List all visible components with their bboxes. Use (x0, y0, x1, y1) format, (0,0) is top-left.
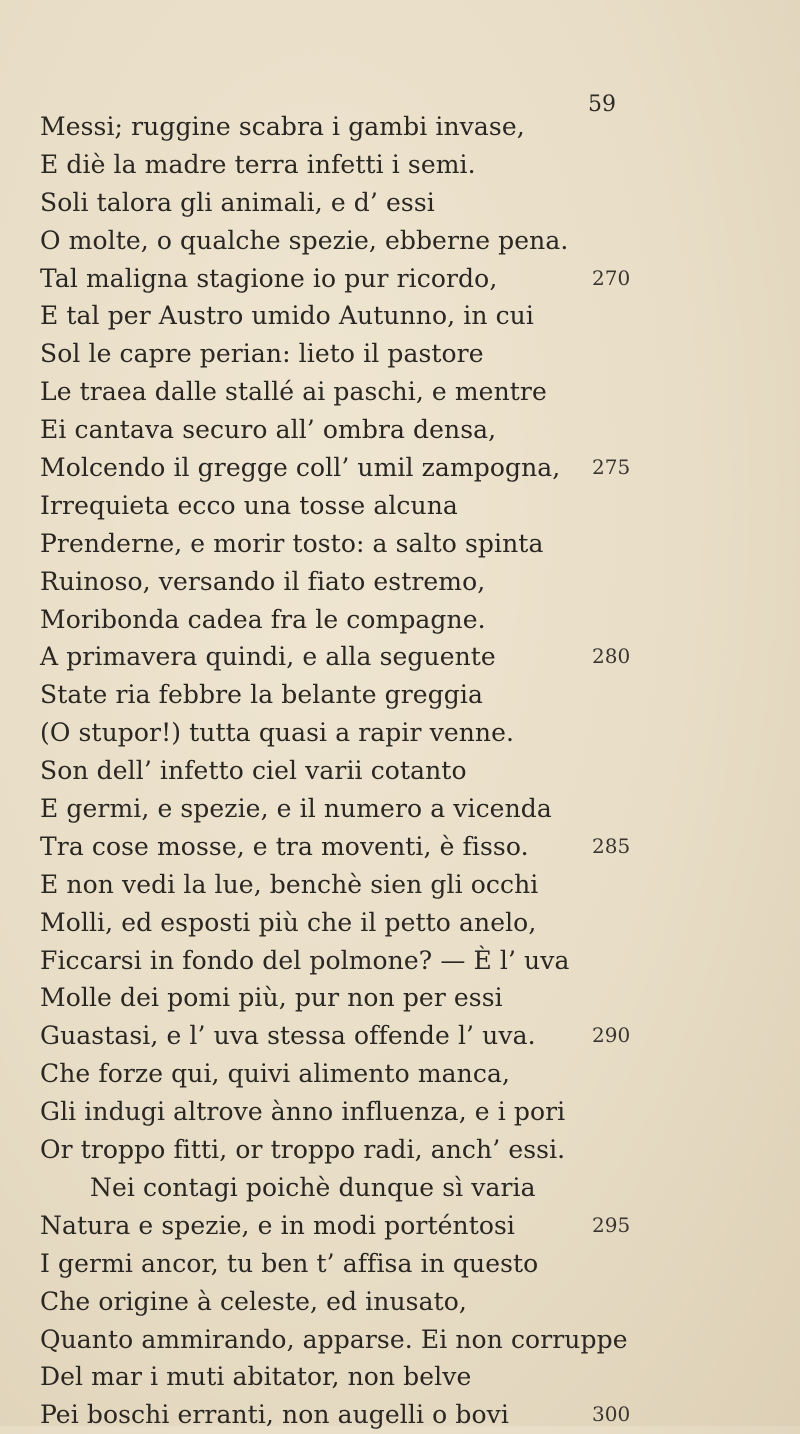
verse-text: E germi, e spezie, e il numero a vicenda (40, 794, 552, 824)
verse-text: I germi ancor, tu ben t’ affisa in questo (40, 1248, 539, 1278)
line-number: 270 (592, 265, 631, 290)
verse-line (0, 638, 800, 676)
verse-line (0, 1017, 800, 1055)
verse-line (0, 1055, 800, 1093)
line-number: 275 (592, 455, 631, 480)
verse-text: Le traea dalle stallé ai paschi, e mentre (40, 377, 547, 407)
verse-line (0, 563, 800, 601)
verse-line (0, 752, 800, 790)
verse-line (0, 373, 800, 411)
verse-text: Ruinoso, versando il fiato estremo, (40, 566, 486, 596)
verse-line (0, 222, 800, 260)
verse-text: Prenderne, e morir tosto: a salto spinta (40, 528, 544, 558)
verse-line (0, 146, 800, 184)
verse-text: Or troppo fitti, or troppo radi, anch’ essi. (40, 1135, 566, 1165)
verse-text: Messi; ruggine scabra i gambi invase, (40, 112, 525, 141)
verse-line (0, 1245, 800, 1283)
verse-text: Tal maligna stagione io pur ricordo, (40, 263, 498, 293)
verse-text: Molli, ed esposti più che il petto anelo, (40, 907, 537, 937)
verse-text: Gli indugi altrove ànno influenza, e i pori (40, 1097, 566, 1127)
verse-line (0, 601, 800, 639)
verse-line (0, 1396, 800, 1434)
verse-text: Molcendo il gregge coll’ umil zampogna, (40, 453, 561, 483)
verse-text: Soli talora gli animali, e d’ essi (40, 187, 435, 217)
verse-text: Tra cose mosse, e tra moventi, è fisso. (40, 831, 529, 861)
verse-line (0, 979, 800, 1017)
verse-text: O molte, o qualche spezie, ebberne pena. (40, 225, 569, 255)
verse-text: Ficcarsi in fondo del polmone? — È l’ uva (40, 945, 570, 975)
verse-line (0, 335, 800, 373)
line-number: 280 (592, 644, 631, 669)
verse-line (0, 1358, 800, 1396)
verse-text: Quanto ammirando, apparse. Ei non corruppe (40, 1324, 628, 1354)
verse-text: (O stupor!) tutta quasi a rapir venne. (40, 718, 515, 748)
verse-line (0, 942, 800, 980)
verse-text: E diè la madre terra infetti i semi. (40, 149, 476, 179)
line-number: 290 (592, 1023, 631, 1048)
verse-text: A primavera quindi, e alla seguente (40, 642, 496, 672)
verse-line (0, 790, 800, 828)
verse-line (0, 108, 800, 146)
verse-text: Moribonda cadea fra le compagne. (40, 604, 486, 634)
verse-text: Ei cantava securo all’ ombra densa, (40, 415, 497, 445)
verse-text: Guastasi, e l’ uva stessa offende l’ uva. (40, 1021, 536, 1051)
verse-line (0, 714, 800, 752)
verse-line (0, 676, 800, 714)
verse-text: E tal per Austro umido Autunno, in cui (40, 301, 534, 331)
page-number: 59 (588, 92, 616, 117)
verse-text: Che forze qui, quivi alimento manca, (40, 1059, 511, 1089)
verse-line (0, 904, 800, 942)
verse-line (0, 1169, 800, 1207)
verse-text: Irrequieta ecco una tosse alcuna (40, 490, 458, 520)
verse-line (0, 297, 800, 335)
line-number: 295 (592, 1212, 631, 1237)
verse-line (0, 1283, 800, 1321)
verse-line (0, 1131, 800, 1169)
verse-line (0, 184, 800, 222)
verse-text: Sol le capre perian: lieto il pastore (40, 339, 484, 369)
verse-line (0, 866, 800, 904)
verse-text: Molle dei pomi più, pur non per essi (40, 983, 503, 1013)
verse-line (0, 487, 800, 525)
verse-text: Natura e spezie, e in modi porténtosi (40, 1210, 516, 1240)
verse-text: Che origine à celeste, ed inusato, (40, 1286, 467, 1316)
verse-line (0, 260, 800, 298)
verse-text: Del mar i muti abitator, non belve (40, 1362, 472, 1392)
verse-text: E non vedi la lue, benchè sien gli occhi (40, 869, 539, 899)
line-number: 300 (592, 1402, 631, 1427)
verse-line (0, 449, 800, 487)
line-number: 285 (592, 833, 631, 858)
verse-line (0, 1207, 800, 1245)
verse-line (0, 1093, 800, 1131)
verse-line (0, 411, 800, 449)
verse-line (0, 1321, 800, 1359)
poem-verses (0, 108, 800, 1434)
verse-text: Nei contagi poichè dunque sì varia (90, 1172, 536, 1202)
verse-text: State ria febbre la belante greggia (40, 680, 484, 710)
verse-text: Son dell’ infetto ciel varii cotanto (40, 756, 467, 786)
verse-line (0, 828, 800, 866)
verse-line (0, 525, 800, 563)
verse-text: Pei boschi erranti, non augelli o bovi (40, 1400, 509, 1430)
